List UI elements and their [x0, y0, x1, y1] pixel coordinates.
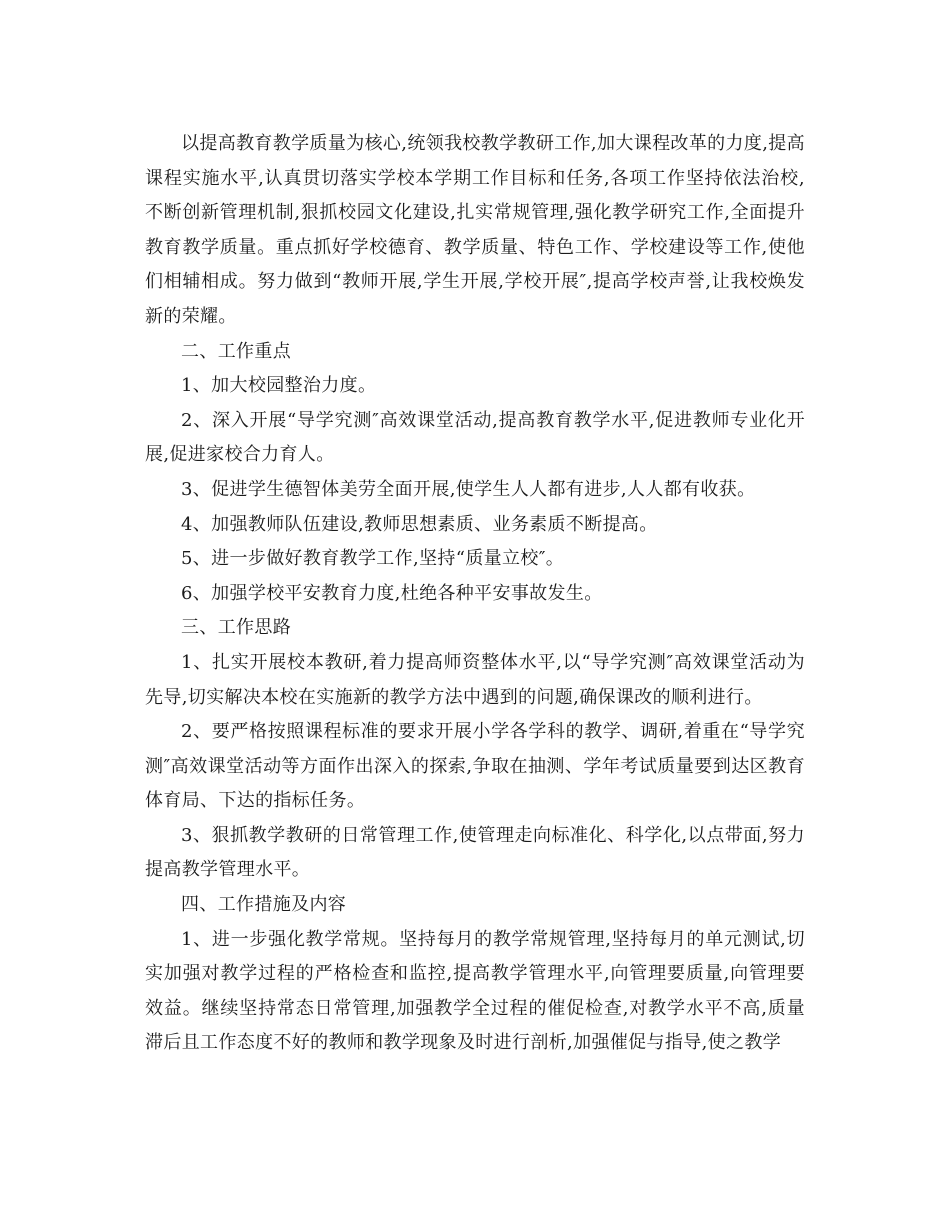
- work-idea-item: 1、扎实开展校本教研,着力提高师资整体水平,以“导学究测″高效课堂活动为先导,切实解决本校在实施新的教学方法中遇到的问题,确保课改的顺利进行。: [145, 651, 805, 708]
- key-point-item: 4、加强教师队伍建设,教师思想素质、业务素质不断提高。: [181, 513, 658, 535]
- key-point-item: 1、加大校园整治力度。: [181, 375, 377, 397]
- measure-item: 1、进一步强化教学常规。坚持每月的教学常规管理,坚持每月的单元测试,切实加强对教学过程的严格检查和监控,提高教学管理水平,向管理要质量,向管理要效益。继续坚持常态日常管理,加强教学全过程的催促检查,对教学水平不高,质量滞后且工作态度不好的教师和教学现象及时进行剖析,加强催促与指导,使之教学: [145, 928, 805, 1054]
- key-point-item: 6、加强学校平安教育力度,杜绝各种平安事故发生。: [181, 582, 603, 604]
- section-heading-measures: 四、工作措施及内容: [181, 894, 347, 916]
- key-point-item: 5、进一步做好教育教学工作,坚持“质量立校″。: [181, 548, 565, 570]
- section-heading-key-points: 二、工作重点: [181, 340, 292, 362]
- key-point-item: 3、促进学生德智体美劳全面开展,使学生人人都有进步,人人都有收获。: [181, 478, 756, 500]
- work-idea-item: 3、狠抓教学教研的日常管理工作,使管理走向标准化、科学化,以点带面,努力提高教学管理水平。: [145, 824, 805, 881]
- work-idea-item: 2、要严格按照课程标准的要求开展小学各学科的教学、调研,着重在“导学究测″高效课堂活动等方面作出深入的探索,争取在抽测、学年考试质量要到达区教育体育局、下达的指标任务。: [145, 721, 805, 812]
- key-point-item: 2、深入开展“导学究测″高效课堂活动,提高教育教学水平,促进教师专业化开展,促进家校合力育人。: [145, 409, 805, 466]
- intro-paragraph: 以提高教育教学质量为核心,统领我校教学教研工作,加大课程改革的力度,提高课程实施水平,认真贯切落实学校本学期工作目标和任务,各项工作坚持依法治校,不断创新管理机制,狠抓校园文化建设,扎实常规管理,强化教学研究工作,全面提升教育教学质量。重点抓好学校德育、教学质量、特色工作、学校建设等工作,使他们相辅相成。努力做到“教师开展,学生开展,学校开展″,提高学校声誉,让我校焕发新的荣耀。: [145, 133, 805, 327]
- section-heading-work-ideas: 三、工作思路: [181, 617, 292, 639]
- document-page: [145, 127, 805, 1061]
